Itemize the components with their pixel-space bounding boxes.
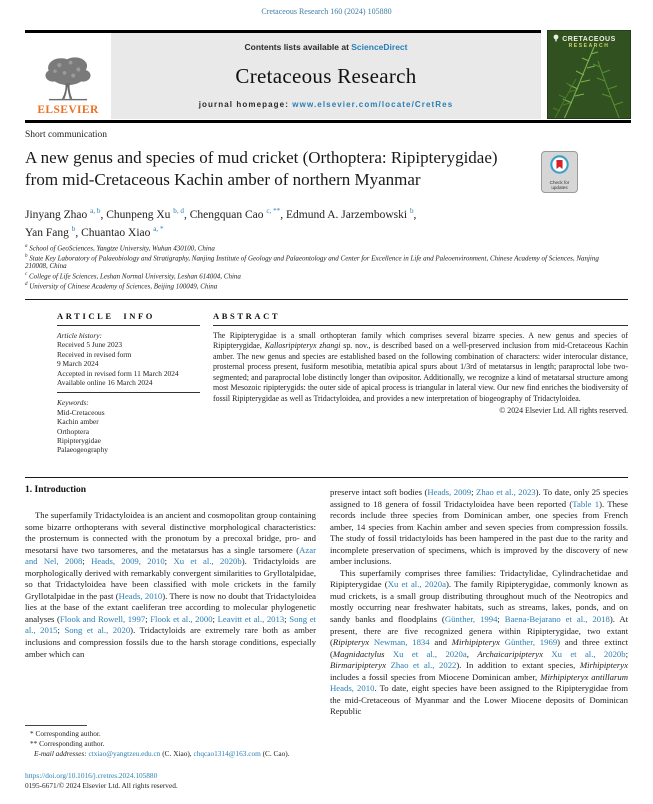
abstract-heading: ABSTRACT (213, 311, 281, 321)
citation-link[interactable]: Heads, 2010 (330, 683, 375, 694)
text-segment: (C. Cao). (260, 749, 290, 758)
divider (57, 325, 200, 326)
text-segment: ) and three extinct ( (330, 637, 629, 659)
keyword: Orthoptera (57, 426, 90, 436)
cover-subtitle: RESEARCH (568, 42, 610, 49)
journal-citation: Cretaceous Research 160 (2024) 105880 (261, 7, 392, 16)
check-updates-label: Check for updates (549, 180, 570, 191)
affiliation-d: $^d$ University of Chinese Academy of Sciences, Beijing 100049, China (25, 281, 218, 290)
article-info-heading: ARTICLE INFO (57, 311, 156, 321)
text-segment: ). There is now no doubt that Tridactyloidea lies at the base of the extant caeliferan tree according to molecular phylogenetic analyses ( (25, 590, 317, 624)
citation-link[interactable]: Xu et al., 2020b (551, 648, 626, 659)
citation-link[interactable]: Song et al., 2015 (25, 613, 316, 636)
text-segment: E-mail addresses: (34, 749, 89, 758)
affiliations (25, 243, 613, 290)
contents-line (245, 42, 408, 52)
text-segment: Archaicaripipteryx (477, 648, 543, 659)
text-segment: ; (497, 614, 505, 625)
cover-titles (548, 36, 630, 49)
section-divider (25, 299, 628, 300)
title-line-2: from mid-Cretaceous Kachin amber of northern Myanmar (25, 169, 421, 189)
text-segment: Yan Fang (25, 227, 72, 240)
text-segment: , (466, 648, 478, 659)
citation-link[interactable]: Xu et al., 2020a (392, 648, 467, 659)
citation-link[interactable]: Günther, 1994 (444, 614, 498, 625)
text-segment: (C. Xiao), (160, 749, 194, 758)
paragraph (25, 510, 316, 660)
citation-link[interactable]: Song et al., 2020 (64, 625, 131, 636)
citation-link[interactable]: Xu et al., 2020b (173, 556, 242, 567)
text-segment: , Chunpeng Xu (100, 208, 174, 221)
text-segment: ; (82, 556, 92, 567)
text-segment: Mirhipipteryx antillarum (540, 671, 628, 682)
text-segment: ). The family Ripipterygidae, commonly known as mud crickets, is a small group distributing throughout much of the Neotropics and mostly occurring near freshwater habitats, such as streams, lakes, ponds, and on sandy banks and floodplains ( (330, 579, 628, 625)
citation-link[interactable]: Newman, 1834 (373, 637, 430, 648)
affiliation-a: $^a$ School of GeoSciences, Yangtze University, Wuhan 430100, China (25, 244, 215, 253)
body-column-right (330, 487, 628, 718)
header-bottom-rule (25, 120, 631, 123)
email-addresses-line (25, 749, 319, 759)
copyright-line: © 2024 Elsevier Ltd. All rights reserved. (499, 406, 628, 416)
text-segment: ; (145, 613, 151, 624)
keyword: Palaeogeography (57, 445, 108, 455)
body-column-left (25, 510, 316, 660)
text-segment: ). Tridactyloids are extremely rare both as amber inclusions and compression fossils due to the harsh storage conditions, especially amber which can (25, 625, 316, 659)
corresponding-author-note: * Corresponding author. (30, 729, 101, 738)
history-line: Received 5 June 2023 (57, 340, 123, 350)
text-segment: a, b (90, 207, 101, 215)
keyword: Ripipterygidae (57, 436, 101, 446)
text-segment: The Ripipterygidae is a small orthopteran family which comprises several bizarre species. A new genus and species of Ripipterygidae, (213, 331, 628, 351)
history-line: 9 March 2024 (57, 359, 99, 369)
issn-copyright-line: 0195-6671/© 2024 Elsevier Ltd. All rights reserved. (25, 781, 178, 790)
journal-masthead-area (111, 33, 541, 119)
text-segment: ; (57, 625, 65, 636)
text-segment: includes a fossil species from Miocene Dominican amber, (330, 671, 541, 682)
article-title (25, 147, 537, 190)
contents-prefix: Contents lists available at (244, 42, 352, 52)
text-segment (385, 649, 393, 659)
check-updates-badge[interactable] (541, 151, 578, 193)
text-segment: a, * (153, 225, 164, 234)
citation-link[interactable]: Heads, 2009, 2010 (91, 556, 165, 567)
text-segment: Ripipteryx (332, 637, 370, 648)
text-segment: and (429, 637, 452, 648)
text-segment: , Chuantao Xiao (75, 227, 154, 240)
elsevier-logo[interactable] (25, 33, 111, 119)
text-segment: . To date, eight species have been assigned to the Ripipterygidae from the mid-Cretaceous of Myanmar and the Lower Miocene deposits of Dominican Republic (330, 683, 628, 717)
affiliation-b: $^b$ State Key Laboratory of Palaeobiology and Stratigraphy, Nanjing Institute of Geology and Palaeontology and Center for Excellence in Life and Paleoenvironment, Chinese Academy of Sciences, Nanjing 210008, China (25, 253, 599, 271)
text-segment: ; (164, 556, 174, 567)
citation-link[interactable]: Heads, 2010 (118, 590, 163, 601)
journal-header (25, 33, 541, 119)
divider (57, 392, 200, 393)
title-line-1: A new genus and species of mud cricket (Orthoptera: Ripipterygidae) (25, 148, 498, 167)
text-segment: sp. nov., is described based on a well-preserved inclusion from mid-Cretaceous Kachin amber. The new genus and species are established based on the following combination of characters: wider interocular distance, prosternal process present, fusiform mesotibia, metatibia apical spurs about 1/3rd of metatarsus in length; paraproctal lobe two-segmented; and paraproctal lobe distinctly longer than ovipositor. Additionally, we recognize a kind of metatarsal structure among most Mesozoic ripipterygids: the outer side of apical process is triangular in lateral view. Our new find enriches the biodiversity of fossil Ripipterygidae as well as Tridactyloidea, and provides a new interpretation of biogeography of Tridactyloidea. (213, 341, 628, 403)
citation-link[interactable]: Flook and Rowell, 1997 (59, 613, 146, 624)
text-segment: ). To date, only 25 species assigned to 18 genera of fossil Tridactyloidea have been reported ( (330, 487, 628, 509)
text-segment: , Chengquan Cao (183, 208, 267, 221)
citation-link[interactable]: Xu et al., 2020a (387, 579, 446, 590)
author-list (25, 204, 565, 241)
article-info-column (57, 311, 200, 455)
abstract-text (213, 331, 628, 404)
text-segment: Mirhipipteryx (451, 637, 500, 648)
paragraph (330, 487, 628, 568)
text-segment: preserve intact soft bodies ( (330, 487, 428, 497)
text-segment: Birmaripipteryx (330, 660, 386, 671)
citation-link[interactable]: Zhao et al., 2022 (390, 660, 457, 671)
citation-link[interactable]: Zhao et al., 2023 (476, 487, 536, 497)
homepage-prefix: journal homepage: (198, 100, 293, 109)
keyword: Kachin amber (57, 417, 99, 427)
text-segment: Mirhipipteryx (579, 660, 628, 671)
text-segment: Jinyang Zhao (25, 208, 91, 221)
doi-link[interactable]: https://doi.org/10.1016/j.cretres.2024.105880 (25, 771, 158, 780)
section-divider (25, 477, 628, 478)
keywords-label: Keywords: (57, 398, 89, 408)
citation-link[interactable]: Günther, 1969 (504, 637, 558, 648)
text-segment: b (71, 225, 76, 234)
footnote-rule (25, 725, 87, 726)
citation-link[interactable]: ctxiao@yangtzeu.edu.cn (88, 749, 161, 758)
citation-link[interactable]: Table 1 (572, 498, 600, 509)
homepage-line (199, 100, 454, 109)
text-segment: This superfamily comprises three families: Tridactylidae, Cylindrachetidae and Ripipterygidae ( (330, 567, 628, 590)
text-segment: ). Tridactyloids are morphologically derived with remarkably convergent similarities to Gryllotalpidae, so that Tridactyloidea have been classified with mole crickets in the family Gryllotalpidae in the past ( (25, 556, 316, 601)
citation-link[interactable]: chqcao1314@163.com (193, 749, 261, 758)
keyword: Mid-Cretaceous (57, 407, 105, 417)
history-line: Accepted in revised form 11 March 2024 (57, 368, 179, 378)
text-segment: Kallosripipteryx zhangi (264, 341, 341, 351)
citation-link[interactable]: Azar and Nel, 2008 (25, 544, 316, 567)
text-segment: , (413, 208, 417, 221)
text-segment: ; (625, 648, 629, 659)
text-segment: ; (212, 613, 218, 624)
citation-link[interactable]: Heads, 2009 (427, 487, 472, 497)
journal-cover (547, 30, 631, 119)
abstract-column (213, 311, 628, 415)
footnotes (25, 729, 319, 759)
text-segment: ; (284, 613, 290, 624)
history-line: Available online 16 March 2024 (57, 378, 153, 388)
text-segment: ; (471, 487, 477, 497)
journal-homepage-link[interactable]: www.elsevier.com/locate/CretRes (292, 100, 454, 109)
text-segment: The superfamily Tridactyloidea is an ancient and cosmopolitan group containing some bizarre orthopterans with several distinctive morphological characteristics: the prosternum is connected with the pronotum by a precoxal bridge, pro- and mesotarsi have two tarsomeres, and the metatarsus has a single tarsomere ( (25, 510, 316, 555)
text-segment: c, ** (266, 207, 281, 215)
check-updates-icon (550, 155, 569, 174)
sciencedirect-link[interactable]: ScienceDirect (351, 42, 408, 52)
text-segment: ). In addition to extant species, (456, 660, 580, 671)
journal-title: Cretaceous Research (235, 63, 417, 88)
text-segment: , Edmund A. Jarzembowski (280, 208, 410, 221)
text-segment: Magnidactylus (332, 648, 385, 659)
elsevier-tree-icon (42, 52, 94, 106)
corresponding-author-note-2: ** Corresponding author. (30, 739, 105, 748)
citation-link[interactable]: Leavitt et al., 2013 (217, 613, 285, 624)
elsevier-wordmark: ELSEVIER (37, 104, 99, 116)
affiliation-c: $^c$ College of Life Sciences, Leshan Normal University, Leshan 614004, China (25, 271, 241, 281)
divider (213, 325, 628, 326)
introduction-heading: 1. Introduction (25, 485, 87, 495)
text-segment: ). At present, there are five recognized genera within Ripipterygidae, two extant ( (330, 614, 629, 648)
text-segment: ). These records include three species from Dominican amber, one species from French amber, 14 species from Kachin amber and seven species from compression fossils. The study of fossil tridactyloids has been hampered in the past due to the rarity and incomplete preservation of specimens, which is improved by the discovery of new amber inclusions. (330, 498, 629, 567)
paragraph (330, 568, 628, 718)
citation-link[interactable]: Baena-Bejarano et al., 2018 (504, 614, 610, 625)
text-segment: b (409, 207, 414, 215)
article-type-label: Short communication (25, 130, 108, 140)
article-history-label: Article history: (57, 331, 102, 340)
citation-link[interactable]: Flook et al., 2000 (150, 613, 213, 624)
cover-title: CRETACEOUS (562, 36, 616, 43)
history-line: Received in revised form (57, 349, 132, 359)
text-segment: b, d (173, 207, 184, 215)
